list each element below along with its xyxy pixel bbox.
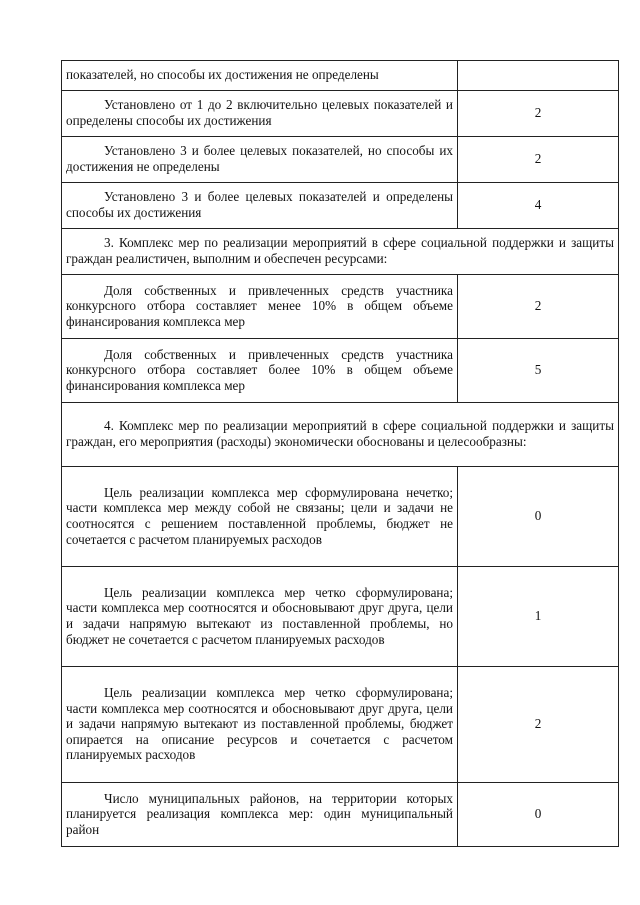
table-row: [62, 339, 619, 403]
section-row: [62, 229, 619, 275]
criterion-text: показателей, но способы их достижения не определены: [62, 61, 458, 91]
criterion-text: Цель реализации комплекса мер сформулирована нечетко; части комплекса мер между собой не связаны; цели и задачи не соотносятся с решением поставленной проблемы, бюджет не сочетается с расчетом планируемых расходов: [62, 467, 458, 567]
score-cell: 2: [458, 137, 619, 183]
section-heading: 3. Комплекс мер по реализации мероприятий в сфере социальной поддержки и защиты граждан реалистичен, выполним и обеспечен ресурсами:: [62, 229, 619, 275]
score-cell: 4: [458, 183, 619, 229]
section-heading: 4. Комплекс мер по реализации мероприятий в сфере социальной поддержки и защиты граждан, его мероприятия (расходы) экономически обоснованы и целесообразны:: [62, 403, 619, 467]
criterion-text: Доля собственных и привлеченных средств участника конкурсного отбора составляет менее 10% в общем объеме финансирования комплекса мер: [62, 275, 458, 339]
table-row: [62, 137, 619, 183]
table-row: [62, 783, 619, 847]
score-cell: [458, 61, 619, 91]
table-row: [62, 467, 619, 567]
score-cell: 5: [458, 339, 619, 403]
criteria-table: [61, 60, 619, 847]
section-row: [62, 403, 619, 467]
score-cell: 0: [458, 467, 619, 567]
criterion-text: Цель реализации комплекса мер четко сформулирована; части комплекса мер соотносятся и обосновывают друг друга, цели и задачи напрямую вытекают из поставленной проблемы, бюджет опирается на описание ресурсов и сочетается с расчетом планируемых расходов: [62, 667, 458, 783]
score-cell: 0: [458, 783, 619, 847]
table-row: [62, 275, 619, 339]
table-row: [62, 183, 619, 229]
document-page: [61, 60, 618, 847]
table-row: [62, 61, 619, 91]
criterion-text: Цель реализации комплекса мер четко сформулирована; части комплекса мер соотносятся и обосновывают друг друга, цели и задачи напрямую вытекают из поставленной проблемы, но бюджет не сочетается с расчетом планируемых расходов: [62, 567, 458, 667]
table-row: [62, 91, 619, 137]
score-cell: 2: [458, 91, 619, 137]
criterion-text: Число муниципальных районов, на территории которых планируется реализация комплекса мер: один муниципальный район: [62, 783, 458, 847]
table-row: [62, 567, 619, 667]
score-cell: 1: [458, 567, 619, 667]
table-row: [62, 667, 619, 783]
score-cell: 2: [458, 275, 619, 339]
criterion-text: Установлено 3 и более целевых показателей, но способы их достижения не определены: [62, 137, 458, 183]
criterion-text: Установлено от 1 до 2 включительно целевых показателей и определены способы их достижения: [62, 91, 458, 137]
criterion-text: Установлено 3 и более целевых показателей и определены способы их достижения: [62, 183, 458, 229]
criterion-text: Доля собственных и привлеченных средств участника конкурсного отбора составляет более 10% в общем объеме финансирования комплекса мер: [62, 339, 458, 403]
score-cell: 2: [458, 667, 619, 783]
